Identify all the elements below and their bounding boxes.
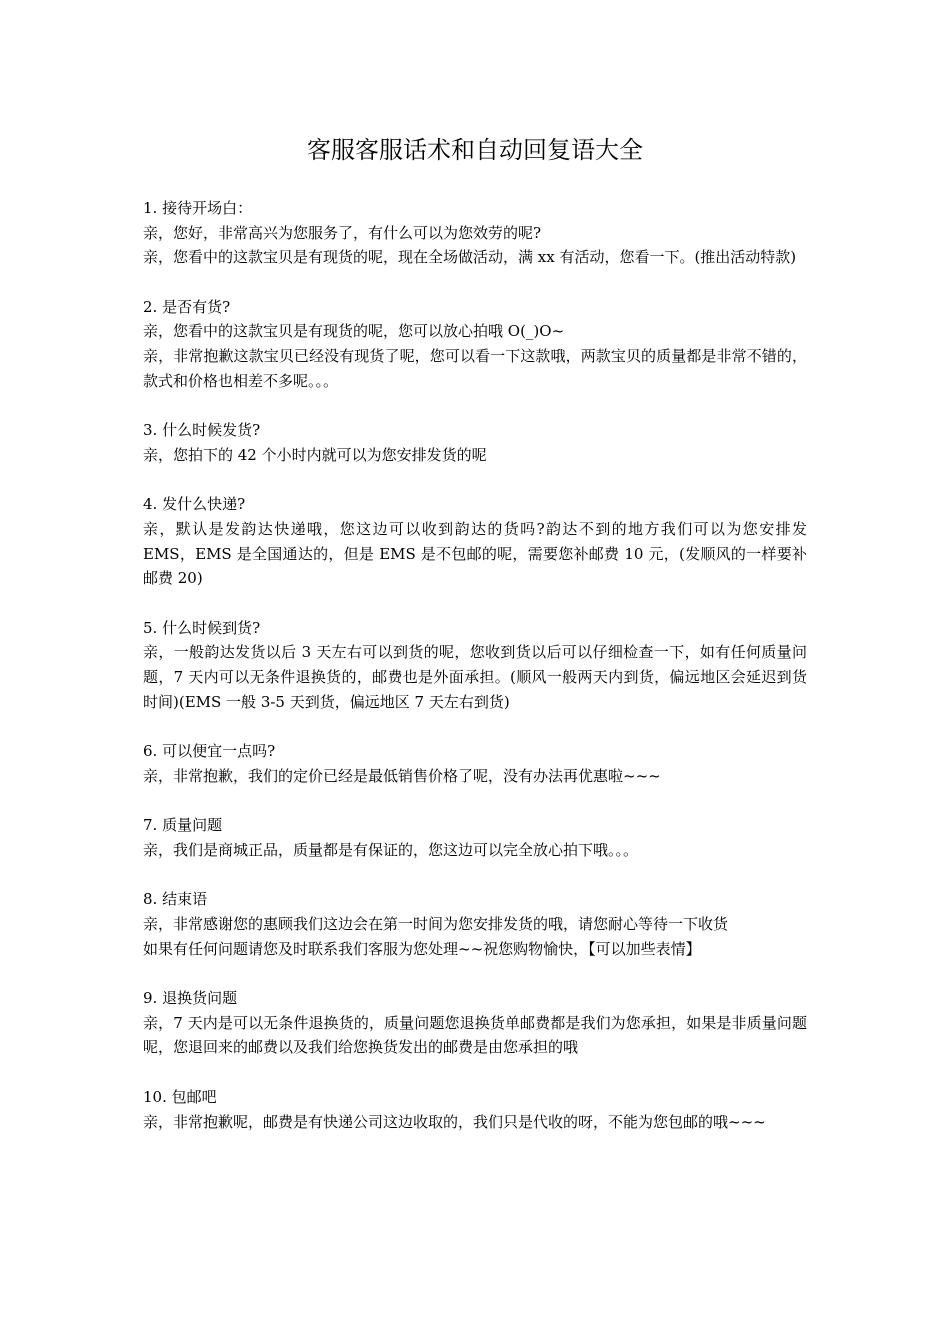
section-heading: 3. 什么时候发货?: [143, 421, 261, 440]
reply-line: 亲，您拍下的 42 个小时内就可以为您安排发货的呢: [143, 445, 487, 464]
reply-line: 亲，您好，非常高兴为您服务了，有什么可以为您效劳的呢?: [143, 223, 542, 242]
faq-section-6: [143, 739, 807, 788]
section-heading: 6. 可以便宜一点吗?: [143, 742, 276, 761]
section-heading: 5. 什么时候到货?: [143, 618, 261, 637]
reply-line: 亲，默认是发韵达快递哦，您这边可以收到韵达的货吗?韵达不到的地方我们可以为您安排发 EMS，EMS 是全国通达的，但是 EMS 是不包邮的呢，需要您补邮费 10 元，(发顺风的一样要补邮费 20): [143, 519, 807, 588]
section-heading: 10. 包邮吧: [143, 1088, 217, 1107]
faq-section-5: [143, 616, 807, 714]
reply-line: 亲，非常抱歉，我们的定价已经是最低销售价格了呢，没有办法再优惠啦~~~: [143, 766, 661, 785]
reply-line: 如果有任何问题请您及时联系我们客服为您处理~~祝您购物愉快，【可以加些表情】: [143, 939, 701, 958]
reply-line: 亲，您看中的这款宝贝是有现货的呢，您可以放心拍哦 O(_)O~: [143, 322, 565, 341]
faq-section-1: [143, 196, 807, 270]
section-heading: 2. 是否有货?: [143, 297, 231, 316]
faq-section-7: [143, 813, 807, 862]
reply-line: 亲，7 天内是可以无条件退换货的，质量问题您退换货单邮费都是我们为您承担，如果是非质量问题呢，您退回来的邮费以及我们给您换货发出的邮费是由您承担的哦: [143, 1013, 807, 1057]
reply-line: 亲，非常感谢您的惠顾我们这边会在第一时间为您安排发货的哦，请您耐心等待一下收货: [143, 915, 729, 934]
faq-section-10: [143, 1085, 807, 1134]
reply-line: 亲，非常抱歉这款宝贝已经没有现货了呢，您可以看一下这款哦，两款宝贝的质量都是非常不错的，款式和价格也相差不多呢。。。: [143, 346, 807, 390]
reply-line: 亲，一般韵达发货以后 3 天左右可以到货的呢，您收到货以后可以仔细检查一下，如有任何质量问题，7 天内可以无条件退换货的，邮费也是外面承担。(顺风一般两天内到货，偏远地区会延迟到货时间)(EMS 一般 3-5 天到货，偏远地区 7 天左右到货): [143, 643, 807, 711]
section-heading: 7. 质量问题: [143, 816, 223, 835]
reply-line: 亲，我们是商城正品，质量都是有保证的，您这边可以完全放心拍下哦。。。: [143, 840, 639, 859]
document-title: 客服客服话术和自动回复语大全: [307, 136, 643, 164]
faq-section-8: [143, 887, 807, 961]
faq-section-2: [143, 295, 807, 393]
faq-section-4: [143, 492, 807, 590]
reply-line: 亲，非常抱歉呢，邮费是有快递公司这边收取的，我们只是代收的呀，不能为您包邮的哦~~~: [143, 1112, 766, 1131]
faq-section-9: [143, 986, 807, 1060]
section-heading: 8. 结束语: [143, 890, 208, 909]
section-heading: 1. 接待开场白：: [143, 199, 253, 217]
section-heading: 4. 发什么快递?: [143, 495, 246, 514]
section-heading: 9. 退换货问题: [143, 989, 238, 1008]
reply-line: 亲，您看中的这款宝贝是有现货的呢，现在全场做活动，满 xx 有活动，您看一下。(推出活动特款): [143, 248, 797, 267]
document-page: [143, 128, 807, 1159]
faq-section-3: [143, 418, 807, 467]
